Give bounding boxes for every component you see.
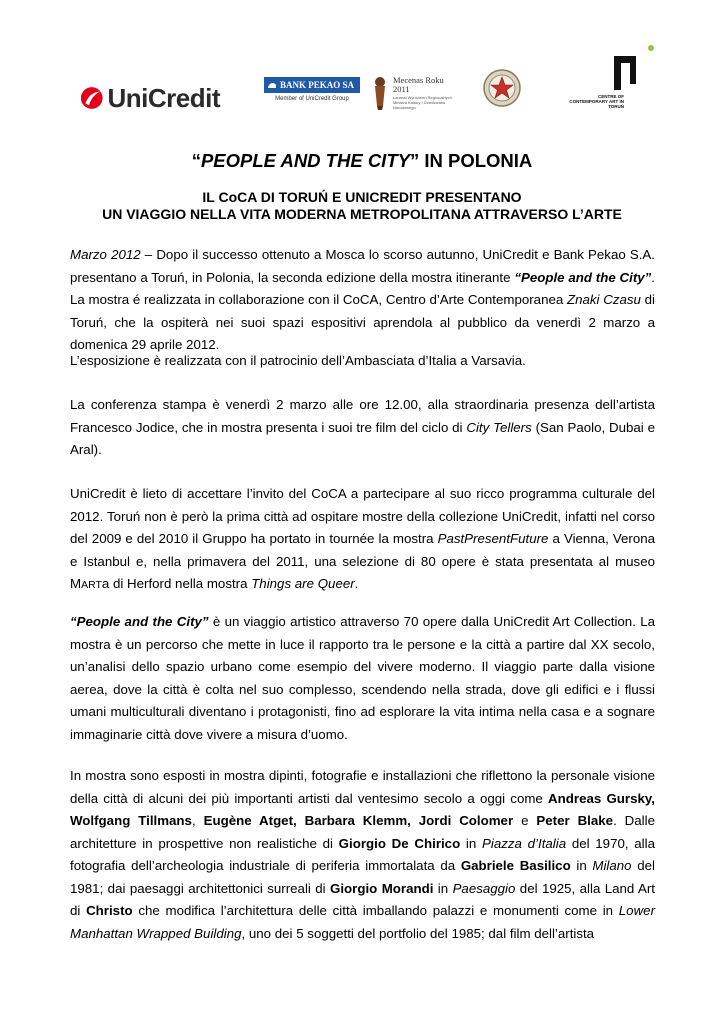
pekao-member-text: Member of UniCredit Group [275,96,349,102]
paragraph-artists: In mostra sono esposti in mostra dipinti, fotografie e installazioni che riflettono la personale visione della città di alcuni dei più importanti artisti dal ventesimo secolo a oggi come Andreas Gursky, Wolfgang Tillmans, Eugène Atget, Barbara Klemm, Jordi Colomer e Peter Blake. Dalle architetture in prospettive non realistiche di Giorgio De Chirico in Piazza d’Italia del 1970, alla fotografia dell’archeologia industriale di periferia immortalata da Gabriele Basilico in Milano del 1981; dai paesaggi architettonici surreali di Giorgio Morandi in Paesaggio del 1925, alla Land Art di Christo che modifica l’architettura delle città imballando palazzi e monumenti come in Lower Manhattan Wrapped Building, uno dei 5 soggetti del portfolio del 1985; dal film dell’artista [70,768,656,941]
emblem-star-icon [482,66,522,110]
coca-mark-icon [584,44,654,94]
unicredit-symbol-icon [80,85,104,111]
mecenas-figure-icon [371,76,389,110]
paragraph-intro: Marzo 2012 – Dopo il successo ottenuto a Mosca lo scorso autunno, UniCredit e Bank Pekao S.A. presentano a Toruń, in Polonia, la seconda edizione della mostra itinerante “People and the City”. La mostra é realizzata in collaborazione con il CoCA, Centro d’Arte Contemporanea Znaki Czasu di Toruń, che la ospiterà nei suoi spazi espositivi aprendola al pubblico da venerdì 2 marzo a domenica 29 aprile 2012. [70,247,655,352]
coca-logo [569,44,654,126]
logo-header [0,0,724,140]
mecenas-small-text: Laureat Wyróżnień Regionalnych Ministra Kultury i Dziedzictwa Narodowego [393,95,452,110]
pekao-name: BANK PEKAO SA [280,80,355,90]
title-italic: PEOPLE AND THE CITY [200,150,410,171]
paragraph-unicredit: UniCredit è lieto di accettare l’invito del CoCA a partecipare al suo ricco programma culturale del 2012. Toruń non è però la prima città ad ospitare mostre della collezione UniCredit, infatti nel corso del 2009 e del 2010 il Gruppo ha portato in tournée la mostra PastPresentFuture a Vienna, Verona e Istanbul e, nella primavera del 2011, una selezione di 80 opere è stata presentata al museo MARTa di Herford nella mostra Things are Queer. [70,486,655,591]
pekao-bar [264,77,360,93]
subtitle-line-2: UN VIAGGIO NELLA VITA MODERNA METROPOLITANA ATTRAVERSO L’ARTE [102,206,622,222]
mecenas-title: Mecenas Roku 2011 [393,75,444,94]
mecenas-logo [371,76,461,112]
paragraph-exhibition: “People and the City” è un viaggio artistico attraverso 70 opere dalla UniCredit Art Collection. La mostra è un percorso che mette in luce il rapporto tra le persone e la città a partire dal XX secolo, un’analisi dello spazio urbano come esempio del vivere moderno. Il viaggio parte dalla visione aerea, dove la città è colta nel suo complesso, scendendo nella strada, dove gli edifici e i flussi umani multiculturali diventano i protagonisti, fino ad esplorare la vita intima nella casa e a sognare immaginarie città dove vivere a misura d’uomo. [70,614,656,742]
coca-caption: CENTRE OF CONTEMPORARY ART IN TORUŃ [569,94,624,109]
subtitle-line-1: IL CoCA DI TORUŃ E UNICREDIT PRESENTANO [202,189,522,205]
unicredit-wordmark: UniCredit [107,82,220,113]
pekao-horn-icon [267,80,277,90]
paragraph-patronage: L’esposizione è realizzata con il patrocinio dell’Ambasciata d’Italia a Varsavia. [70,353,526,368]
page-title: “PEOPLE AND THE CITY” IN POLONIA [191,150,533,171]
paragraph-press-conference: La conferenza stampa è venerdì 2 marzo alle ore 12.00, alla straordinaria presenza dell’artista Francesco Jodice, che in mostra presenta i suoi tre film del ciclo di City Tellers (San Paolo, Dubai e Aral). [70,397,655,457]
italian-republic-emblem [482,66,522,110]
unicredit-logo [80,80,220,116]
bank-pekao-logo [264,77,360,109]
